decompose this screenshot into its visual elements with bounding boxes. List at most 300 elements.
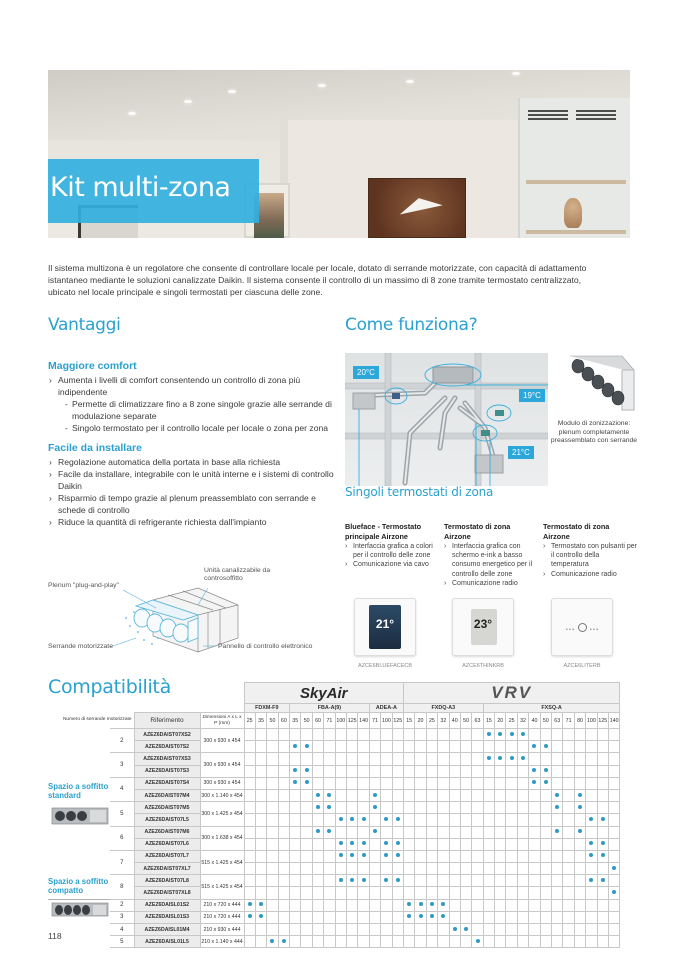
damper-count: 8 [110,875,134,899]
compat-cell [563,826,574,838]
compat-cell [312,875,323,887]
compat-cell [472,765,483,777]
compat-cell [529,863,540,875]
compat-cell [312,924,323,936]
compat-cell [563,789,574,801]
compat-cell [529,826,540,838]
compat-cell [438,789,449,801]
compat-cell [347,826,358,838]
compat-cell [449,924,460,936]
compat-cell [552,789,563,801]
compatibilita-heading: Compatibilità [48,676,171,698]
compat-cell [597,765,608,777]
compat-cell [563,777,574,789]
compat-cell [358,826,369,838]
compat-cell [586,850,597,862]
compatible-dot-icon [464,927,468,931]
compat-cell [529,729,540,741]
compat-cell [312,729,323,741]
compat-cell [495,814,506,826]
compat-cell [358,850,369,862]
dimensions-value: 300 x 930 x 454 [200,777,244,789]
compat-cell [574,863,585,875]
compat-cell [347,789,358,801]
compat-cell [563,850,574,862]
compat-cell [483,850,494,862]
compatible-dot-icon [316,805,320,809]
compat-cell [278,753,289,765]
compat-cell [347,875,358,887]
compat-cell [540,899,551,911]
compat-cell [460,838,471,850]
compat-cell [255,802,266,814]
ceiling-light [228,90,236,93]
compat-cell [597,838,608,850]
compat-cell [597,753,608,765]
compat-cell [278,826,289,838]
compat-cell [278,814,289,826]
compat-cell [506,875,517,887]
compat-cell [483,729,494,741]
compatible-dot-icon [601,878,605,882]
compat-cell [552,911,563,923]
compat-cell [392,911,403,923]
compat-cell [597,802,608,814]
size-header-row [48,713,620,729]
brand-logo-skyair: SkyAir [244,683,403,704]
compat-cell [529,924,540,936]
damper-count: 7 [110,850,134,874]
reference-code: AZEZ6DAIST07XS3 [134,753,200,765]
compat-cell [449,777,460,789]
compat-cell [267,814,278,826]
compat-cell [392,826,403,838]
compat-cell [369,924,380,936]
compat-cell [312,814,323,826]
compat-cell [426,875,437,887]
compat-cell [438,765,449,777]
compat-cell [415,802,426,814]
compat-cell [574,850,585,862]
compat-cell [347,741,358,753]
table-row [48,777,620,789]
compat-cell [574,936,585,948]
compat-cell [472,729,483,741]
compat-cell [506,789,517,801]
compat-cell [574,814,585,826]
compat-cell [517,826,528,838]
capacity-header: 50 [301,713,312,729]
advantage-item: › Regolazione automatica della portata in base alla richiesta [48,456,338,468]
compat-cell [483,838,494,850]
compatible-dot-icon [270,939,274,943]
compat-cell [301,838,312,850]
compat-cell [609,741,620,753]
model-header-row [48,704,620,713]
compat-cell [472,899,483,911]
compat-cell [472,802,483,814]
compat-cell [552,729,563,741]
capacity-header: 50 [267,713,278,729]
compat-cell [312,789,323,801]
compat-cell [609,875,620,887]
compat-cell [426,802,437,814]
compat-cell [358,789,369,801]
compat-cell [415,924,426,936]
compat-cell [301,789,312,801]
compat-cell [438,863,449,875]
compatible-dot-icon [248,902,252,906]
compat-cell [540,802,551,814]
compatible-dot-icon [532,744,536,748]
compat-cell [529,753,540,765]
reference-code: AZEZ6DAISL01L5 [134,936,200,948]
compat-cell [517,899,528,911]
compat-cell [586,838,597,850]
compat-cell [609,789,620,801]
compat-cell [609,850,620,862]
compat-cell [335,814,346,826]
compat-cell [472,777,483,789]
plenum-diagram [48,560,338,660]
compat-cell [347,850,358,862]
compat-cell [460,802,471,814]
compat-cell [563,814,574,826]
compat-cell [517,936,528,948]
compat-cell [392,936,403,948]
compat-cell [609,826,620,838]
compat-cell [267,911,278,923]
compatible-dot-icon [510,756,514,760]
compat-cell [290,924,301,936]
compatible-dot-icon [487,756,491,760]
compat-cell [358,777,369,789]
thermostat-card [345,522,439,570]
compat-cell [597,924,608,936]
compat-cell [540,924,551,936]
compat-cell [506,887,517,899]
compat-cell [381,936,392,948]
compatible-dot-icon [362,853,366,857]
temp-badge: 19°C [519,389,545,402]
compat-cell [438,826,449,838]
compat-cell [301,753,312,765]
compat-cell [574,838,585,850]
compat-cell [403,753,414,765]
compat-cell [460,863,471,875]
compat-cell [267,777,278,789]
damper-count: 5 [110,936,134,948]
compatible-dot-icon [339,853,343,857]
dimensions-value: 300 x 1.140 x 454 [200,789,244,801]
compat-cell [449,826,460,838]
blueface-thermostat-image [354,598,416,656]
thermostat-feature: › Comunicazione radio [543,570,637,579]
unit-label: Unità canalizzabile da controsoffitto [204,567,271,582]
compat-cell [597,936,608,948]
compat-cell [495,899,506,911]
compat-cell [483,875,494,887]
compat-cell [403,765,414,777]
dimensions-value: 300 x 1.638 x 454 [200,826,244,850]
reference-code: AZEZ6DAIST07L8 [134,875,200,887]
compat-cell [563,729,574,741]
compat-cell [563,802,574,814]
compat-cell [301,826,312,838]
compat-cell [552,777,563,789]
compatible-dot-icon [532,780,536,784]
compat-cell [460,777,471,789]
compat-cell [517,777,528,789]
table-row [48,789,620,801]
dimensions-value: 210 x 1.140 x 444 [200,936,244,948]
capacity-header: 35 [290,713,301,729]
compat-cell [267,741,278,753]
compatible-dot-icon [498,732,502,736]
compat-cell [586,911,597,923]
compat-cell [540,936,551,948]
capacity-header: 71 [324,713,335,729]
compat-cell [552,850,563,862]
compat-cell [415,753,426,765]
compat-cell [552,887,563,899]
compat-cell [506,826,517,838]
compat-cell [495,741,506,753]
compat-cell [358,887,369,899]
compat-cell [495,777,506,789]
compat-cell [449,802,460,814]
compat-cell [290,936,301,948]
compat-cell [609,765,620,777]
compat-cell [563,875,574,887]
compat-cell [495,911,506,923]
compat-cell [529,936,540,948]
compatible-dot-icon [259,902,263,906]
compat-cell [415,826,426,838]
compat-cell [369,863,380,875]
compat-cell [472,875,483,887]
compat-cell [517,765,528,777]
compatible-dot-icon [487,732,491,736]
compat-cell [244,838,255,850]
compat-cell [335,887,346,899]
compat-cell [426,826,437,838]
thermostat-title: Termostato di zona Airzone [543,522,610,541]
compatible-dot-icon [589,841,593,845]
compatible-dot-icon [316,829,320,833]
compat-cell [472,814,483,826]
compatible-dot-icon [498,756,502,760]
compat-cell [574,911,585,923]
compat-cell [267,802,278,814]
compat-cell [347,814,358,826]
capacity-header: 50 [540,713,551,729]
temp-badge: 20°C [353,366,379,379]
compat-cell [392,777,403,789]
compat-cell [597,887,608,899]
compat-cell [563,936,574,948]
compat-cell [290,814,301,826]
compat-cell [506,899,517,911]
compat-cell [290,826,301,838]
compat-cell [324,814,335,826]
compat-cell [267,765,278,777]
compat-cell [540,838,551,850]
thermostat-title: Blueface - Termostato principale Airzone [345,522,422,541]
damper-count: 6 [110,826,134,850]
compat-cell [460,936,471,948]
compat-cell [335,850,346,862]
compat-cell [278,741,289,753]
header-spacer [48,704,244,713]
compatible-dot-icon [612,866,616,870]
compat-cell [529,838,540,850]
num-dampers-header: Numero di serrande motorizzate [62,717,132,723]
compat-cell [574,789,585,801]
compat-cell [335,802,346,814]
compat-cell [403,911,414,923]
compat-cell [586,777,597,789]
compat-cell [449,899,460,911]
compatible-dot-icon [430,902,434,906]
compat-cell [609,802,620,814]
compat-cell [347,753,358,765]
compat-cell [290,850,301,862]
compatible-dot-icon [544,768,548,772]
compat-cell [495,789,506,801]
compat-cell [426,936,437,948]
compat-cell [324,911,335,923]
compat-cell [358,863,369,875]
compatible-dot-icon [441,902,445,906]
reference-code: AZEZ6DAISL01S2 [134,899,200,911]
compat-cell [517,814,528,826]
title-band [48,159,259,223]
compat-cell [438,838,449,850]
compat-cell [381,911,392,923]
compat-cell [358,729,369,741]
table-row [48,838,620,850]
page-title: Kit multi-zona [50,172,231,203]
compatible-dot-icon [612,890,616,894]
compat-cell [506,753,517,765]
compat-cell [358,911,369,923]
compat-cell [255,814,266,826]
compat-cell [609,899,620,911]
compat-cell [244,911,255,923]
compat-cell [586,887,597,899]
compat-cell [495,826,506,838]
compat-cell [392,838,403,850]
compat-cell [472,741,483,753]
compat-cell [369,777,380,789]
table-row [48,741,620,753]
compatible-dot-icon [350,853,354,857]
compat-cell [472,924,483,936]
compatible-dot-icon [521,756,525,760]
compat-cell [563,899,574,911]
ceiling-light [406,80,414,83]
compat-cell [449,863,460,875]
compatible-dot-icon [544,744,548,748]
reference-code: AZEZ6DAIST07S3 [134,765,200,777]
compat-cell [290,863,301,875]
compat-cell [324,789,335,801]
reference-code: AZEZ6DAIST07L7 [134,850,200,862]
advantage-item: › Facile da installare, integrabile con le unità interne e i sistemi di controllo Daikin [48,468,338,492]
compat-cell [392,875,403,887]
reference-code: AZEZ6DAIST07M6 [134,826,200,838]
compat-cell [403,838,414,850]
compat-cell [449,838,460,850]
compat-cell [552,765,563,777]
compatible-dot-icon [544,780,548,784]
compat-cell [403,777,414,789]
compat-cell [358,814,369,826]
model-header: ADEA-A [369,704,403,713]
compat-cell [449,789,460,801]
table-row [48,729,620,741]
compat-cell [335,753,346,765]
compatible-dot-icon [396,841,400,845]
compat-cell [244,924,255,936]
compat-cell [438,741,449,753]
compat-cell [540,777,551,789]
compat-cell [244,802,255,814]
compat-cell [586,814,597,826]
compat-cell [290,753,301,765]
compat-cell [301,765,312,777]
dimensions-value: 210 x 930 x 444 [200,924,244,936]
compatible-dot-icon [362,878,366,882]
compat-cell [415,741,426,753]
compat-cell [472,850,483,862]
brand-logo-vrv: VRV [403,683,619,704]
advantage-item: › Risparmio di tempo grazie al plenum preassemblato con serrande e schede di controllo [48,492,338,516]
compat-cell [552,899,563,911]
compatible-dot-icon [419,914,423,918]
compat-cell [415,911,426,923]
compatible-dot-icon [316,793,320,797]
compat-cell [381,741,392,753]
product-code: AZCE6BLUEFACECB [357,663,413,669]
compat-cell [597,911,608,923]
page-number: 118 [48,931,62,941]
compatible-dot-icon [373,829,377,833]
thermostat-display-temp: 23° [473,617,493,631]
compat-cell [472,789,483,801]
table-row [48,826,620,838]
compat-cell [517,924,528,936]
compat-cell [358,741,369,753]
compat-cell [597,899,608,911]
compat-cell [449,911,460,923]
compat-cell [415,777,426,789]
compat-cell [574,753,585,765]
compat-cell [609,911,620,923]
compat-cell [415,814,426,826]
compat-cell [438,753,449,765]
compat-cell [267,789,278,801]
compatible-dot-icon [589,878,593,882]
thermostat-card [444,522,538,588]
compat-cell [290,741,301,753]
compat-cell [244,741,255,753]
compat-cell [324,850,335,862]
compat-cell [563,753,574,765]
compat-cell [483,789,494,801]
compat-cell [290,802,301,814]
